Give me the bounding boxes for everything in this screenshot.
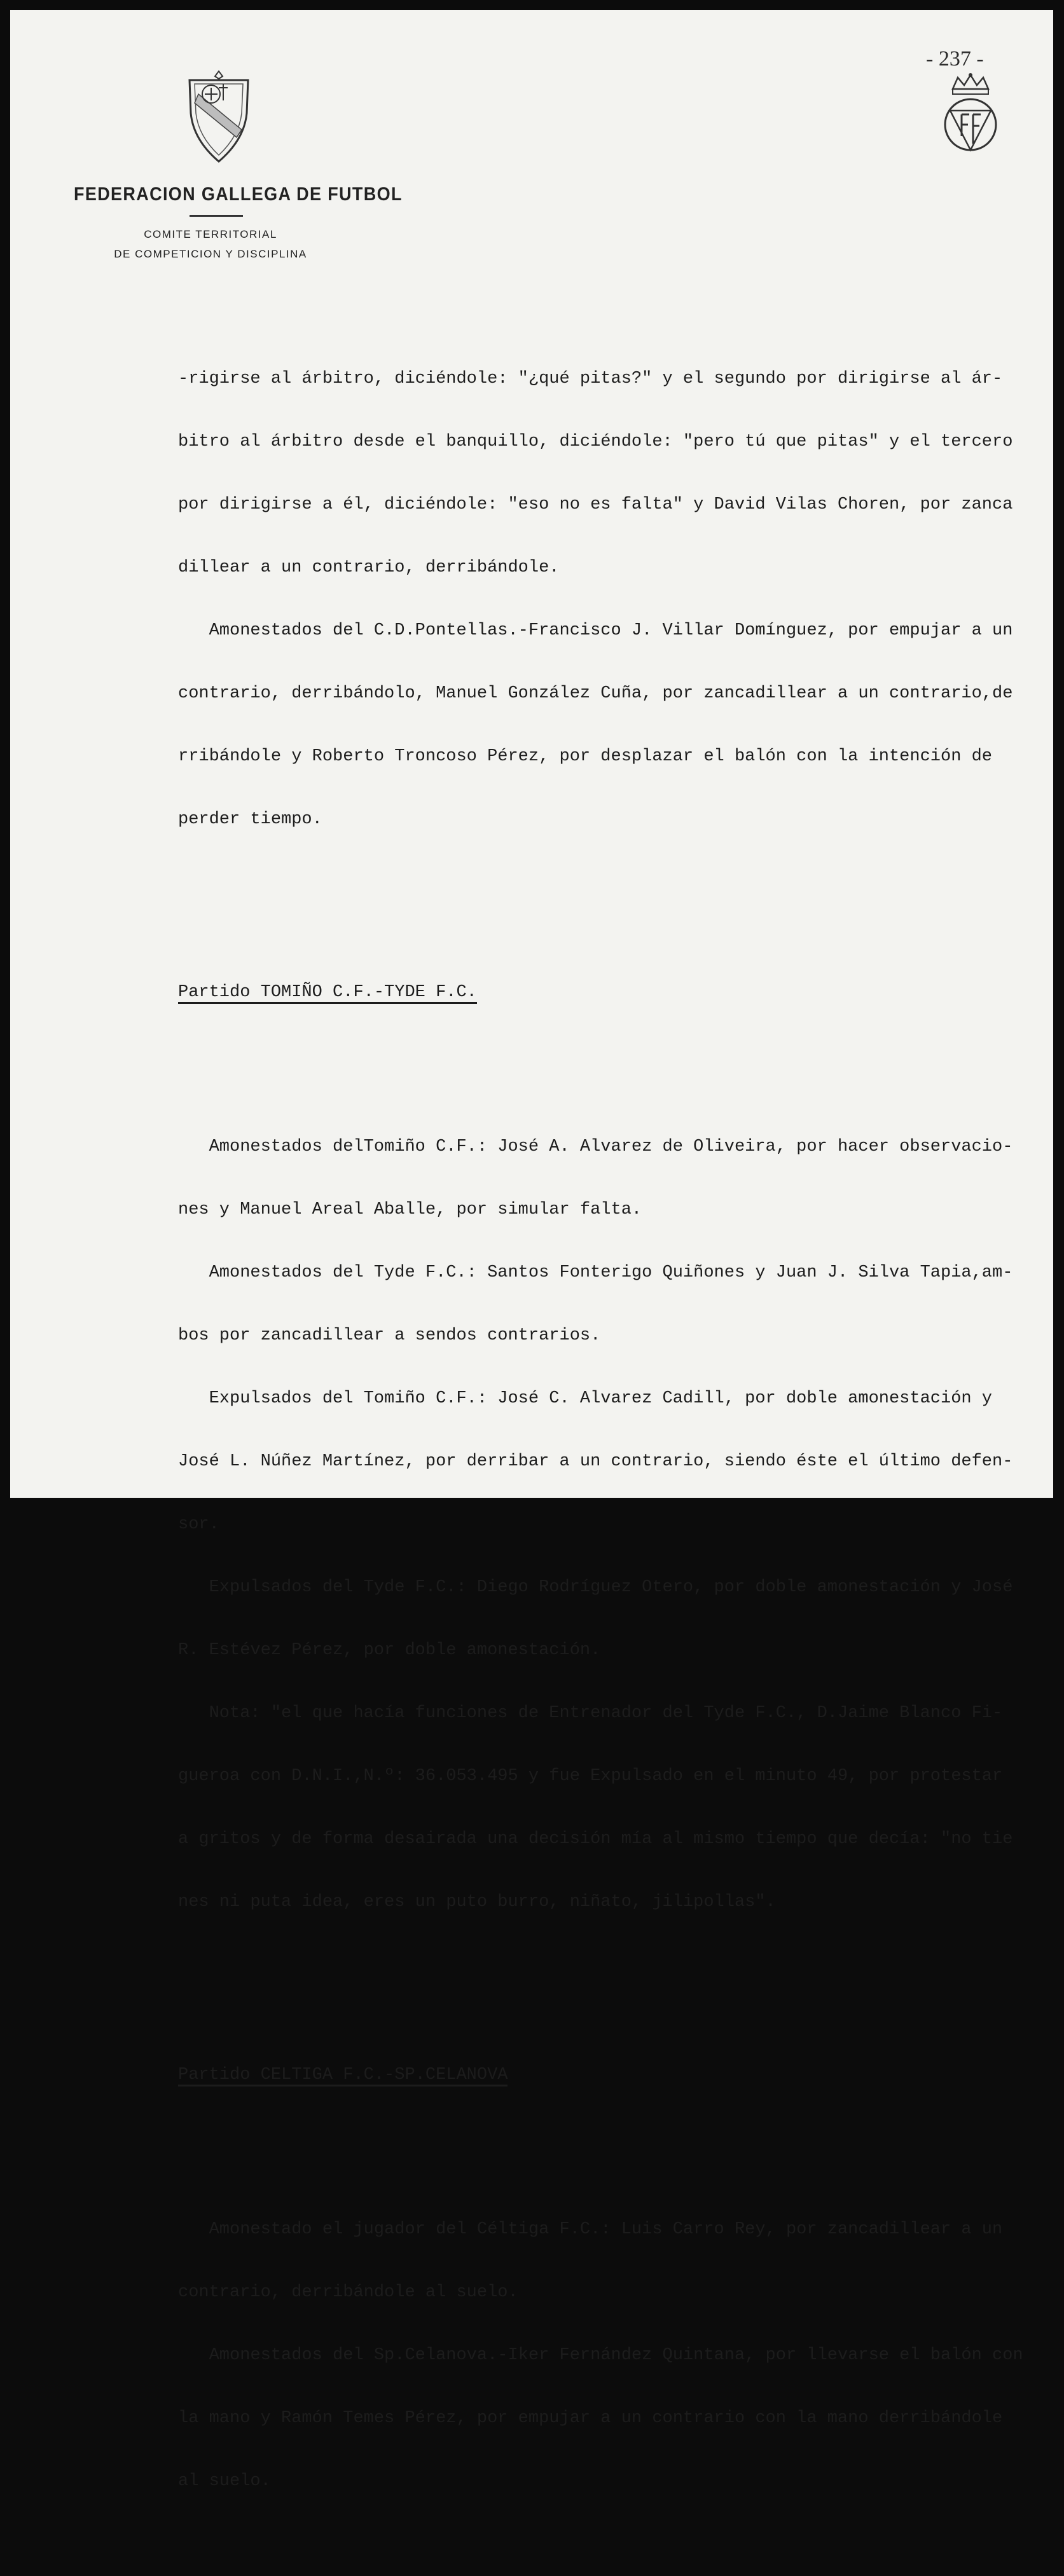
section-tomino-tyde [178, 1095, 1062, 1955]
text-line: rribándole y Roberto Troncoso Pérez, por desplazar el balón con la intención de [178, 747, 993, 766]
text-line: a gritos y de forma desairada una decisión mía al mismo tiempo que decía: "no tie [178, 1830, 1013, 1849]
text-line: Amonestados delTomiño C.F.: José A. Alvarez de Oliveira, por hacer observacio- [178, 1137, 1013, 1156]
text-line: bos por zancadillear a sendos contrarios. [178, 1326, 601, 1345]
section-celtiga-celanova [178, 2177, 1062, 2534]
text-line: gueroa con D.N.I.,N.º: 36.053.495 y fue Expulsado en el minuto 49, por protestar [178, 1767, 1003, 1786]
text-line: Amonestados del C.D.Pontellas.-Francisco J. Villar Domínguez, por empujar a un [178, 621, 1013, 640]
section-heading-row [178, 2065, 1062, 2086]
text-line: nes ni puta idea, eres un puto burro, niñato, jilipollas". [178, 1893, 776, 1912]
text-line: Amonestados del Sp.Celanova.-Iker Fernández Quintana, por llevarse el balón con [178, 2346, 1023, 2365]
text-line: Expulsados del Tyde F.C.: Diego Rodríguez Otero, por doble amonestación y José [178, 1578, 1013, 1597]
text-line: perder tiempo. [178, 810, 322, 829]
document-body [178, 285, 1062, 2576]
royal-spanish-federation-crown-icon [940, 70, 1001, 159]
text-line: -rigirse al árbitro, diciéndole: "¿qué pitas?" y el segundo por dirigirse al ár- [178, 369, 1003, 388]
text-line: por dirigirse a él, diciéndole: "eso no es falta" y David Vilas Choren, por zanca [178, 495, 1013, 514]
text-line: sor. [178, 1515, 219, 1534]
text-line: contrario, derribándole al suelo. [178, 2283, 518, 2302]
text-line: al suelo. [178, 2472, 271, 2491]
page-number: - 237 - [926, 47, 984, 71]
text-line: dillear a un contrario, derribándole. [178, 558, 560, 577]
section-heading-tomino-tyde: Partido TOMIÑO C.F.-TYDE F.C. [178, 983, 477, 1004]
committee-line-2: DE COMPETICION Y DISCIPLINA [114, 248, 307, 260]
continuation-paragraph [178, 327, 1062, 872]
text-line: bitro al árbitro desde el banquillo, diciéndole: "pero tú que pitas" y el tercero [178, 432, 1013, 451]
text-line: contrario, derribándolo, Manuel González Cuña, por zancadillear a un contrario,de [178, 684, 1013, 703]
federation-name: FEDERACION GALLEGA DE FUTBOL [74, 184, 403, 205]
section-heading-celtiga-celanova: Partido CELTIGA F.C.-SP.CELANOVA [178, 2066, 508, 2086]
header-divider [190, 215, 243, 217]
committee-line-1: COMITE TERRITORIAL [144, 228, 277, 240]
text-line: José L. Núñez Martínez, por derribar a un contrario, siendo éste el último defen- [178, 1452, 1013, 1471]
text-line: R. Estévez Pérez, por doble amonestación. [178, 1641, 601, 1660]
text-line: Expulsados del Tomiño C.F.: José C. Alvarez Cadill, por doble amonestación y [178, 1389, 993, 1408]
text-line: Amonestados del Tyde F.C.: Santos Fonterigo Quiñones y Juan J. Silva Tapia,am- [178, 1263, 1013, 1282]
section-heading-row [178, 982, 1062, 1003]
galician-federation-shield-icon [186, 69, 252, 164]
text-line: la mano y Ramón Temes Pérez, por empujar a un contrario con la mano derribándole [178, 2409, 1003, 2428]
document-page [10, 10, 1053, 2491]
text-line: Nota: "el que hacía funciones de Entrenador del Tyde F.C., D.Jaime Blanco Fi- [178, 1704, 1003, 1723]
text-line: nes y Manuel Areal Aballe, por simular falta. [178, 1200, 642, 1219]
text-line: Amonestado el jugador del Céltiga F.C.: Luis Carro Rey, por zancadillear a un [178, 2220, 1003, 2239]
